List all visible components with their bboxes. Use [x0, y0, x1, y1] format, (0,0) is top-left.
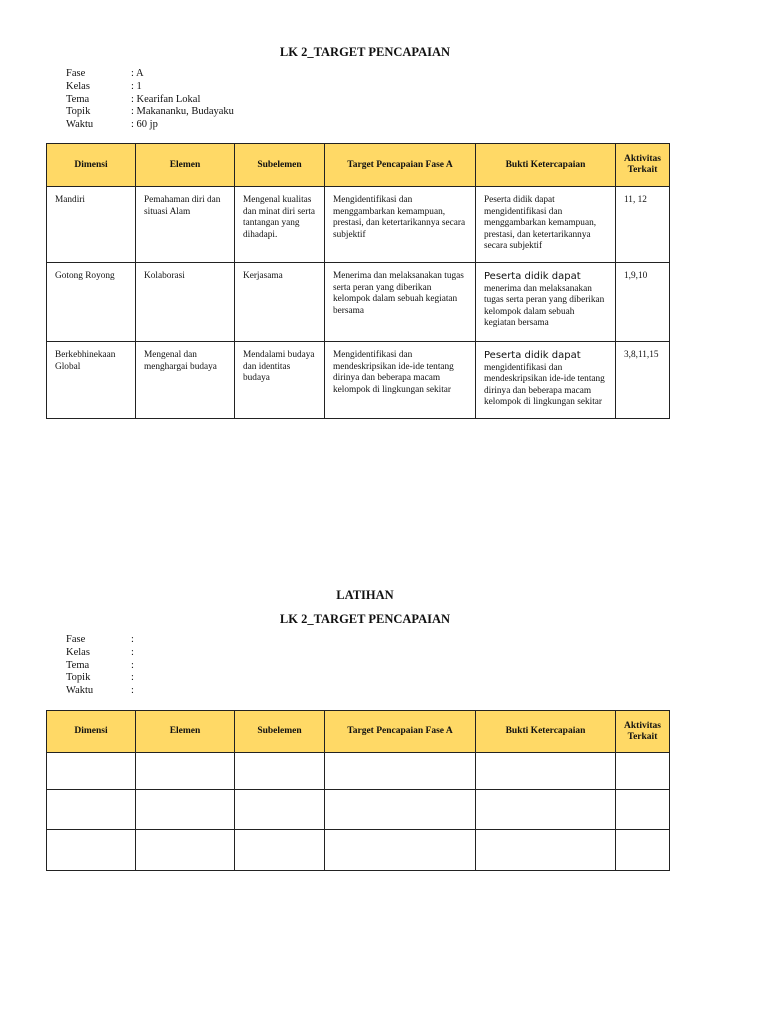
info-value: : 1 [131, 80, 142, 92]
info-label: Fase [66, 68, 86, 79]
empty-cell[interactable] [616, 830, 670, 871]
info-value: : [131, 685, 134, 697]
cell-bukti-lead: Peserta didik dapat [484, 350, 581, 361]
info-label: Tema [66, 659, 90, 671]
worksheet-info [66, 68, 234, 132]
info-label: Fase [66, 634, 86, 645]
header-aktivitas: Aktivitas Terkait [616, 711, 670, 753]
empty-cell[interactable] [136, 790, 235, 830]
cell-elemen: Mengenal dan menghargai budaya [136, 342, 235, 419]
info-row-tema [66, 660, 134, 673]
table-row [47, 187, 670, 263]
info-label: Topik [66, 672, 91, 684]
info-value: : [131, 659, 134, 671]
cell-target: Menerima dan melaksanakan tugas serta peran yang diberikan kelompok dalam sebuah kegiatan bersama [325, 263, 476, 342]
cell-bukti-text: Peserta didik dapat mengidentifikasi dan menggambarkan kemampuan, prestasi, dan ketertarikannya secara subjektif [484, 195, 597, 252]
cell-aktivitas: 3,8,11,15 [616, 342, 670, 419]
cell-aktivitas: 1,9,10 [616, 263, 670, 342]
header-bukti: Bukti Ketercapaian [476, 144, 616, 187]
cell-subelemen: Kerjasama [235, 263, 325, 342]
empty-cell[interactable] [47, 790, 136, 830]
info-row-tema [66, 94, 234, 107]
empty-cell[interactable] [47, 830, 136, 871]
target-table [46, 143, 670, 419]
table-header-row [47, 144, 670, 187]
empty-table-row [47, 753, 670, 790]
cell-elemen: Kolaborasi [136, 263, 235, 342]
cell-subelemen: Mengenal kualitas dan minat diri serta tantangan yang dihadapi. [235, 187, 325, 263]
empty-cell[interactable] [476, 830, 616, 871]
info-row-topik [66, 106, 234, 119]
empty-cell[interactable] [476, 790, 616, 830]
empty-cell[interactable] [235, 753, 325, 790]
cell-dimensi: Berkebhinekaan Global [47, 342, 136, 419]
empty-cell[interactable] [325, 790, 476, 830]
info-value: : [131, 634, 134, 645]
info-label: Kelas [66, 646, 90, 658]
table-row [47, 263, 670, 342]
header-aktivitas: Aktivitas Terkait [616, 144, 670, 187]
info-value: : Kearifan Lokal [131, 93, 201, 105]
empty-cell[interactable] [616, 753, 670, 790]
empty-cell[interactable] [325, 830, 476, 871]
table-row [47, 342, 670, 419]
header-dimensi: Dimensi [47, 144, 136, 187]
info-label: Waktu [66, 685, 94, 697]
info-label: Kelas [66, 80, 90, 92]
empty-cell[interactable] [47, 753, 136, 790]
empty-cell[interactable] [235, 830, 325, 871]
empty-cell[interactable] [235, 790, 325, 830]
header-elemen: Elemen [136, 144, 235, 187]
empty-cell[interactable] [325, 753, 476, 790]
cell-aktivitas: 11, 12 [616, 187, 670, 263]
header-target: Target Pencapaian Fase A [325, 711, 476, 753]
latihan-info [66, 634, 134, 698]
header-elemen: Elemen [136, 711, 235, 753]
worksheet-title: LK 2_TARGET PENCAPAIAN [279, 45, 451, 59]
cell-dimensi: Gotong Royong [47, 263, 136, 342]
table-header-row [47, 711, 670, 753]
latihan-table [46, 710, 670, 871]
info-row-waktu [66, 119, 234, 132]
info-value: : [131, 672, 134, 684]
cell-subelemen: Mendalami budaya dan identitas budaya [235, 342, 325, 419]
cell-bukti [476, 263, 616, 342]
cell-dimensi: Mandiri [47, 187, 136, 263]
empty-table-row [47, 790, 670, 830]
empty-table-row [47, 830, 670, 871]
cell-target: Mengidentifikasi dan menggambarkan kemampuan, prestasi, dan ketertarikannya secara subjektif [325, 187, 476, 263]
empty-cell[interactable] [616, 790, 670, 830]
latihan-heading: LATIHAN [336, 588, 394, 602]
info-value: : [131, 646, 134, 658]
info-value: : A [131, 68, 144, 79]
cell-bukti [476, 187, 616, 263]
cell-target: Mengidentifikasi dan mendeskripsikan ide-ide tentang dirinya dan beberapa macam kelompok di lingkungan sekitar [325, 342, 476, 419]
cell-bukti-text: mengidentifikasi dan mendeskripsikan ide-ide tentang dirinya dan beberapa macam kelompok di lingkungan sekitar [484, 362, 605, 408]
info-label: Waktu [66, 119, 94, 131]
info-row-fase [66, 68, 234, 81]
info-row-kelas [66, 647, 134, 660]
info-row-kelas [66, 81, 234, 94]
header-bukti: Bukti Ketercapaian [476, 711, 616, 753]
cell-elemen: Pemahaman diri dan situasi Alam [136, 187, 235, 263]
header-subelemen: Subelemen [235, 144, 325, 187]
info-row-waktu [66, 685, 134, 698]
empty-cell[interactable] [136, 830, 235, 871]
info-row-topik [66, 672, 134, 685]
info-value: : Makananku, Budayaku [131, 106, 234, 118]
cell-bukti-text: menerima dan melaksanakan tugas serta peran yang diberikan kelompok dalam sebuah kegiatan bersama [484, 283, 605, 329]
header-subelemen: Subelemen [235, 711, 325, 753]
info-value: : 60 jp [131, 119, 158, 131]
latihan-title: LK 2_TARGET PENCAPAIAN [279, 612, 451, 626]
empty-cell[interactable] [476, 753, 616, 790]
cell-bukti-lead: Peserta didik dapat [484, 271, 581, 282]
cell-bukti [476, 342, 616, 419]
info-label: Tema [66, 93, 90, 105]
empty-cell[interactable] [136, 753, 235, 790]
info-row-fase [66, 634, 134, 647]
header-dimensi: Dimensi [47, 711, 136, 753]
header-target: Target Pencapaian Fase A [325, 144, 476, 187]
info-label: Topik [66, 106, 91, 118]
